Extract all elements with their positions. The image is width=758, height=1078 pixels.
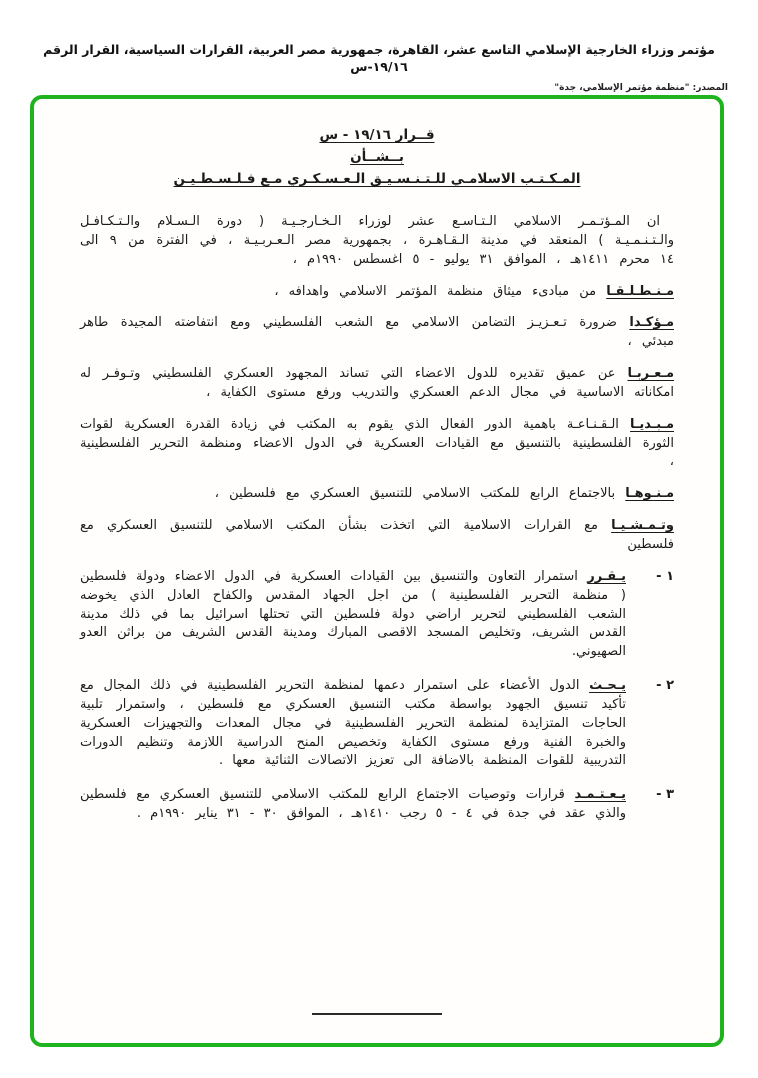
header-title: مؤتمر وزراء الخارجية الإسلامي التاسع عشر، القاهرة، جمهورية مصر العربية، القرارات السياسية، القرار الرقم ١٩/١٦-س (43, 42, 715, 74)
resolution-subject: المـكـتـب الاسلامـي للـتـنـسـيـق الـعـسـكـري مـع فـلـسـطـيـن (173, 171, 581, 187)
item-body-text: قرارات وتوصيات الاجتماع الرابع للمكتب الاسلامي للتنسيق العسكري مع فلسطين والذي عقد في جدة في ٤ - ٥ رجب ١٤١٠هـ ، الموافق ٣٠ - ٣١ يناير ١٩٩٠م . (80, 787, 626, 822)
paragraph-text: بالاجتماع الرابع للمكتب الاسلامي للتنسيق العسكري مع فلسطين ، (214, 486, 616, 502)
resolution-number: قــرار ١٩/١٦ - س (319, 127, 435, 143)
preamble-paragraph (80, 314, 674, 352)
paragraph-lead: مـعـربـا (627, 366, 675, 382)
item-number: ١ - (656, 568, 674, 584)
resolution-subject-label: بــشــأن (350, 149, 404, 165)
preamble-paragraph (80, 517, 674, 555)
item-lead: يـقـرر (587, 568, 626, 584)
operative-items (80, 568, 674, 824)
item-body-text: استمرار التعاون والتنسيق بين القيادات العسكرية في الدول الاعضاء ودولة فلسطين ( منظمة التحرير الفلسطينية ) من اجل الجهاد المقدس والكفاح العادل الذي يخوضه الشعب الفلسطيني لتحرير اراضي دولة فلسطين التي تحتلها اسرائيل بما في ذلك مدينة القدس الشريف، وتخليص المسجد الاقصى المبارك ومدينة القدس الشريف من براثن العدو الصهيوني. (80, 568, 626, 660)
item-text (80, 677, 626, 771)
resolution-title-block (80, 127, 674, 187)
paragraph-lead: مـنـطـلـقـا (606, 283, 674, 299)
paragraph-lead: مـبـديـا (630, 416, 674, 432)
item-number: ٢ - (656, 678, 674, 694)
footer-rule (312, 1013, 442, 1015)
preamble-paragraph (80, 213, 674, 270)
paragraph-text: مع القرارات الاسلامية التي اتخذت بشأن المكتب الاسلامي للتنسيق العسكري مع فلسطين (80, 518, 674, 552)
item-lead: يـعـتـمـد (574, 787, 626, 803)
header-source (26, 83, 732, 93)
paragraph-text: ضرورة تـعـزيـز التضامن الاسلامي مع الشعب الفلسطيني ومع انتفاضته المجيدة طاهر مبدئي ، (80, 315, 674, 350)
operative-item (80, 568, 674, 662)
paragraph-lead: وتـمـشـيـا (611, 518, 674, 534)
item-text (80, 568, 626, 662)
paragraph-text: الـقـنـاعـة باهمية الدور الفعال الذي يقوم به المكتب في زيادة القدرة العسكرية لقوات الثورة الفلسطينية بالتنسيق مع القيادات العسكرية في الدول الاعضاء ومنظمة التحرير الفلسطينية ، (80, 416, 674, 470)
document-header (0, 0, 758, 93)
preamble-paragraph (80, 416, 674, 473)
paragraph-text: من مبادىء ميثاق منظمة المؤتمر الاسلامي واهدافه ، (274, 283, 597, 299)
preamble-paragraph (80, 365, 674, 403)
preamble-paragraph (80, 283, 674, 302)
item-text (80, 786, 626, 824)
preamble-paragraph (80, 485, 674, 504)
item-body-text: الدول الأعضاء على استمرار دعمها لمنظمة التحرير الفلسطينية في ذلك المجال مع تأكيد تنسيق الجهود بواسطة مكتب التنسيق العسكري مع فلسطين ، واستمرار تلبية الحاجات المتزايدة لمنظمة التحرير الفلسطينية في مجال المعدات والتجهيزات العسكرية والخبرة الفنية ورفع مستوى الكفاية وتخصيص المنح الدراسية اللازمة وتنظيم الدورات التدريبية للقوات المنظمة بالاضافة الى تعزيز الاتصالات الثنائية معها . (80, 678, 626, 769)
paragraph-text: ان المـؤتـمـر الاسلامي الـتـاسـع عشر لوزراء الـخـارجـيـة ( دورة الـسـلام والـتـكـافـل والـتـنـمـيـة ) المنعقد في مدينة الـقـاهـرة ، بجمهورية مصر الـعـربـيـة ، في الفترة من ٩ الى ١٤ محرم ١٤١١هـ ، الموافق ٣١ يوليو - ٥ اغسطس ١٩٩٠م ، (80, 214, 674, 267)
paragraph-lead: مـؤكـدا (629, 315, 674, 331)
operative-item (80, 786, 674, 824)
item-number: ٣ - (656, 787, 674, 803)
operative-item (80, 677, 674, 771)
source-value: "منظمة مؤتمر الإسلامي، جدة" (554, 82, 690, 93)
item-lead: يـحـث (589, 678, 627, 694)
source-label: المصدر: (692, 82, 728, 93)
paragraph-text: عن عميق تقديره للدول الاعضاء التي تساند المجهود العسكري الفلسطيني وتـوفـر له امكاناته الاساسية في مجال الدعم العسكري والتدريب ورفع مستوى الكفاية ، (80, 366, 674, 400)
paragraph-lead: مـنـوهـا (625, 486, 674, 502)
scanned-document (30, 95, 724, 1047)
